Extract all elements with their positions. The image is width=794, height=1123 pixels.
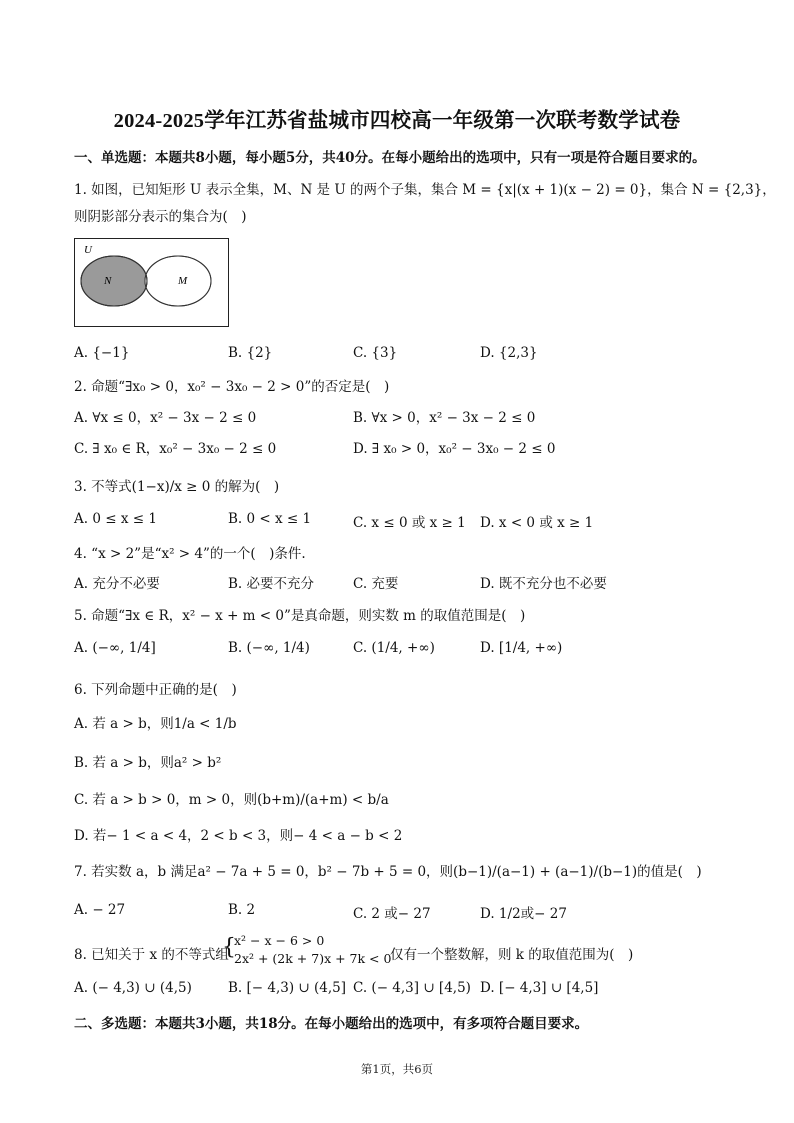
q4-option-a: A. 充分不必要 [74, 576, 160, 592]
question-6-stem: 6. 下列命题中正确的是( ) [74, 682, 237, 698]
q8-option-b: B. [− 4,3) ∪ (4,5] [228, 980, 347, 996]
q2-option-b: B. ∀x > 0，x² − 3x − 2 ≤ 0 [353, 410, 536, 426]
q7-option-c: C. 2 或− 27 [353, 906, 431, 922]
question-1-line-2: 则阴影部分表示的集合为( ) [74, 209, 247, 225]
page-title: 2024-2025学年江苏省盐城市四校高一年级第一次联考数学试卷 [113, 110, 681, 132]
q2-option-d: D. ∃ x₀ > 0，x₀² − 3x₀ − 2 ≤ 0 [353, 441, 556, 457]
q8-option-d: D. [− 4,3] ∪ [4,5] [480, 980, 599, 996]
q3-option-b: B. 0 < x ≤ 1 [228, 511, 312, 527]
q7-option-b: B. 2 [228, 902, 256, 918]
q6-option-a: A. 若 a > b，则1/a < 1/b [74, 716, 237, 732]
q5-option-a: A. (−∞, 1/4] [74, 640, 156, 656]
q3-option-d: D. x < 0 或 x ≥ 1 [480, 515, 594, 531]
label-n: N [104, 275, 112, 287]
q2-option-c: C. ∃ x₀ ∈ R，x₀² − 3x₀ − 2 ≤ 0 [74, 441, 277, 457]
q7-option-d: D. 1/2或− 27 [480, 906, 567, 922]
q3-option-a: A. 0 ≤ x ≤ 1 [74, 511, 157, 527]
label-u: U [84, 244, 92, 256]
q7-option-a: A. − 27 [74, 902, 126, 918]
question-7-stem: 7. 若实数 a，b 满足a² − 7a + 5 = 0，b² − 7b + 5 = 0，则(b−1)/(a−1) + (a−1)/(b−1)的值是( ) [74, 864, 702, 880]
section-heading-single-choice: 一、单选题：本题共8小题，每小题5分，共40分。在每小题给出的选项中，只有一项是符合题目要求的。 [74, 150, 706, 166]
question-2-stem: 2. 命题“∃x₀ > 0，x₀² − 3x₀ − 2 > 0”的否定是( ) [74, 379, 390, 395]
q5-option-d: D. [1/4, +∞) [480, 640, 563, 656]
q6-option-b: B. 若 a > b，则a² > b² [74, 755, 222, 771]
q5-option-b: B. (−∞, 1/4) [228, 640, 310, 656]
q1-option-d: D. {2,3} [480, 345, 538, 361]
q6-option-c: C. 若 a > b > 0，m > 0，则(b+m)/(a+m) < b/a [74, 792, 389, 808]
section-heading-multi-choice: 二、多选题：本题共3小题，共18分。在每小题给出的选项中，有多项符合题目要求。 [74, 1016, 589, 1032]
q6-option-d: D. 若− 1 < a < 4，2 < b < 3，则− 4 < a − b < 2 [74, 828, 403, 844]
q8-inequality-1: x² − x − 6 > 0 [234, 933, 325, 948]
question-3-stem: 3. 不等式(1−x)/x ≥ 0 的解为( ) [74, 479, 280, 495]
q8-inequality-2: 2x² + (2k + 7)x + 7k < 0 [234, 951, 392, 966]
question-5-stem: 5. 命题“∃x ∈ R，x² − x + m < 0”是真命题，则实数 m 的取值范围是( ) [74, 608, 526, 624]
venn-intersection-overlay [74, 238, 230, 328]
q4-option-c: C. 充要 [353, 576, 399, 592]
q5-option-c: C. (1/4, +∞) [353, 640, 435, 656]
q8-option-a: A. (− 4,3) ∪ (4,5) [74, 980, 192, 996]
q4-option-d: D. 既不充分也不必要 [480, 576, 607, 592]
label-m: M [178, 275, 188, 287]
q3-option-c: C. x ≤ 0 或 x ≥ 1 [353, 515, 466, 531]
question-8-stem-end: 仅有一个整数解，则 k 的取值范围为( ) [390, 947, 634, 963]
q4-option-b: B. 必要不充分 [228, 576, 315, 592]
q1-option-b: B. {2} [228, 345, 273, 361]
q1-option-c: C. {3} [353, 345, 398, 361]
question-1-line-1: 1. 如图，已知矩形 U 表示全集，M、N 是 U 的两个子集，集合 M = {x|(x + 1)(x − 2) = 0}，集合 N = {2,3}， [74, 182, 776, 198]
q1-option-a: A. {−1} [74, 345, 130, 361]
page-footer: 第1页，共6页 [360, 1062, 434, 1076]
question-4-stem: 4. “x > 2”是“x² > 4”的一个( )条件. [74, 546, 306, 562]
q8-option-c: C. (− 4,3] ∪ [4,5) [353, 980, 471, 996]
q2-option-a: A. ∀x ≤ 0，x² − 3x − 2 ≤ 0 [74, 410, 257, 426]
system-brace: { [222, 935, 236, 960]
question-8-stem-start: 8. 已知关于 x 的不等式组 [74, 947, 229, 963]
